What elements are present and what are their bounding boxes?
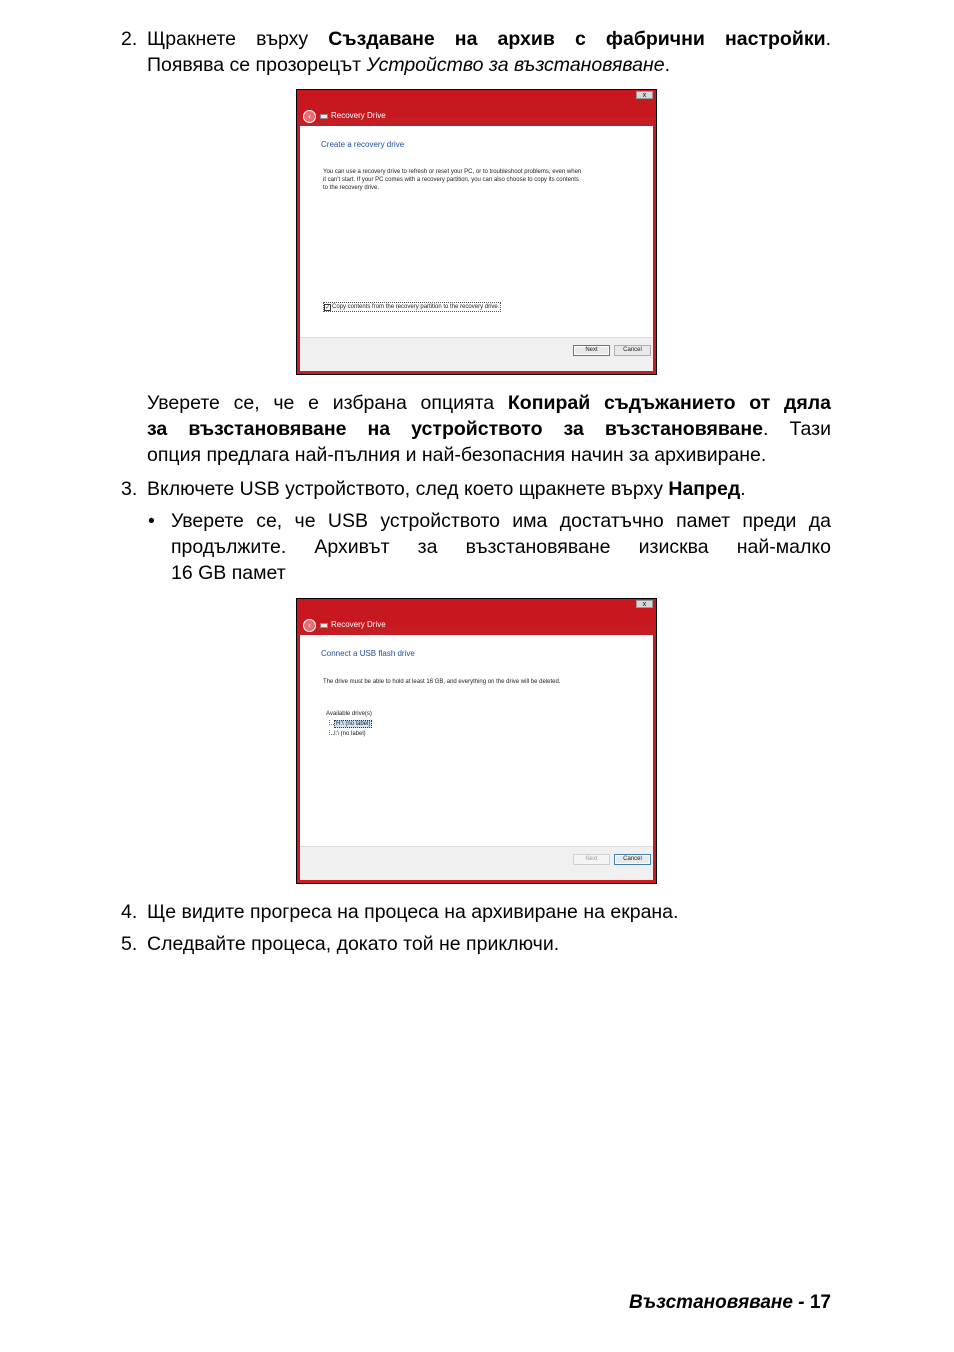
- copy-partition-checkbox[interactable]: ✓: [325, 304, 331, 311]
- step-3-text-before: Включете USB устройството, след което щракнете върху: [147, 478, 669, 500]
- window-2-back-arrow-icon[interactable]: ‹: [303, 619, 316, 632]
- recovery-drive-window-2: [296, 598, 657, 884]
- window-1-close-button[interactable]: x: [636, 91, 653, 99]
- bullet-line-3: 16 GB памет: [171, 562, 286, 584]
- window-1-title: Recovery Drive: [331, 111, 386, 120]
- window-2-description: The drive must be able to hold at least 16 GB, and everything on the drive will be deleted.: [323, 679, 561, 685]
- note-bold-line-2: за възстановяване на устройството за възстановяване: [147, 418, 764, 440]
- step-3-number: 3.: [121, 478, 138, 500]
- copy-partition-checkbox-row[interactable]: [323, 302, 501, 312]
- step-5-text: Следвайте процеса, докато той не приключи.: [147, 933, 560, 955]
- window-1-heading: Create a recovery drive: [321, 140, 405, 149]
- bullet-text: [171, 508, 831, 586]
- footer-section: Възстановяване -: [629, 1292, 810, 1313]
- page-footer: [531, 1290, 831, 1316]
- step-2-line2-after: .: [664, 54, 670, 76]
- step-3-text-after: .: [740, 478, 746, 500]
- drive-item-h[interactable]: [326, 720, 372, 730]
- window-1-back-arrow-icon[interactable]: ‹: [303, 110, 316, 123]
- step-4-number: 4.: [121, 901, 138, 923]
- window-1-client-area: [300, 126, 653, 371]
- window-1-footer: [300, 337, 653, 371]
- window-2-heading: Connect a USB flash drive: [321, 649, 415, 658]
- tree-connector: [329, 730, 334, 735]
- step-2-text-after: .: [825, 28, 831, 50]
- step-2-bold: Създаване на архив с фабрични настройки: [328, 28, 826, 50]
- copy-partition-checkbox-label: Copy contents from the recovery partition to the recovery drive.: [332, 304, 500, 310]
- bullet-line-2: продължите. Архивът за възстановяване изисква най-малко: [171, 536, 831, 558]
- window-1-description-line-3: to the recovery drive.: [323, 185, 380, 191]
- window-2-client-area: [300, 635, 653, 880]
- note-after-line-2: . Тази: [763, 418, 831, 440]
- window-1-cancel-button[interactable]: Cancel: [614, 345, 651, 356]
- step-2-text: [147, 26, 831, 78]
- step-2-text-before: Щракнете върху: [147, 28, 329, 50]
- step-2-line2-before: Появява се прозорецът: [147, 54, 367, 76]
- tree-connector: [329, 720, 334, 725]
- drive-item-h-label: H:\ (no label): [336, 721, 371, 727]
- window-2-close-button[interactable]: x: [636, 600, 653, 608]
- available-drives-label: Available drive(s): [326, 711, 372, 717]
- note-paragraph: [147, 390, 831, 468]
- bullet-mark: •: [148, 510, 155, 532]
- available-drives-tree: [326, 710, 372, 740]
- note-line-3: опция предлага най-пълния и най-безопасния начин за архивиране.: [147, 444, 767, 466]
- window-2-drive-icon: [320, 623, 328, 628]
- drive-item-i-label: I:\ (no label): [334, 731, 366, 737]
- window-2-next-button[interactable]: Next: [573, 854, 610, 865]
- drive-item-i[interactable]: [326, 730, 372, 740]
- window-1-description-line-2: it can't start. If your PC comes with a recovery partition, you can also choose to copy its contents: [323, 177, 579, 183]
- step-2-line2-italic: Устройство за възстановяване: [366, 54, 665, 76]
- window-2-footer: [300, 846, 653, 880]
- step-3-text: [147, 476, 831, 502]
- window-1-next-button[interactable]: Next: [573, 345, 610, 356]
- recovery-drive-window-1: [296, 89, 657, 375]
- note-before: Уверете се, че е избрана опцията: [147, 392, 508, 414]
- step-5-number: 5.: [121, 933, 138, 955]
- window-1-description-line-1: You can use a recovery drive to refresh or reset your PC, or to troubleshoot problems, even when: [323, 169, 582, 175]
- bullet-line-1: Уверете се, че USB устройството има достатъчно памет преди да: [171, 510, 831, 532]
- window-2-cancel-button[interactable]: Cancel: [614, 854, 651, 865]
- step-3-bold: Напред: [668, 478, 741, 500]
- step-2-number: 2.: [121, 28, 138, 50]
- page-number: 17: [809, 1292, 831, 1313]
- note-bold-line-1: Копирай съдъжанието от дяла: [507, 392, 831, 414]
- step-4-text: Ще видите прогреса на процеса на архивиране на екрана.: [147, 901, 679, 923]
- window-1-drive-icon: [320, 114, 328, 119]
- window-2-title: Recovery Drive: [331, 620, 386, 629]
